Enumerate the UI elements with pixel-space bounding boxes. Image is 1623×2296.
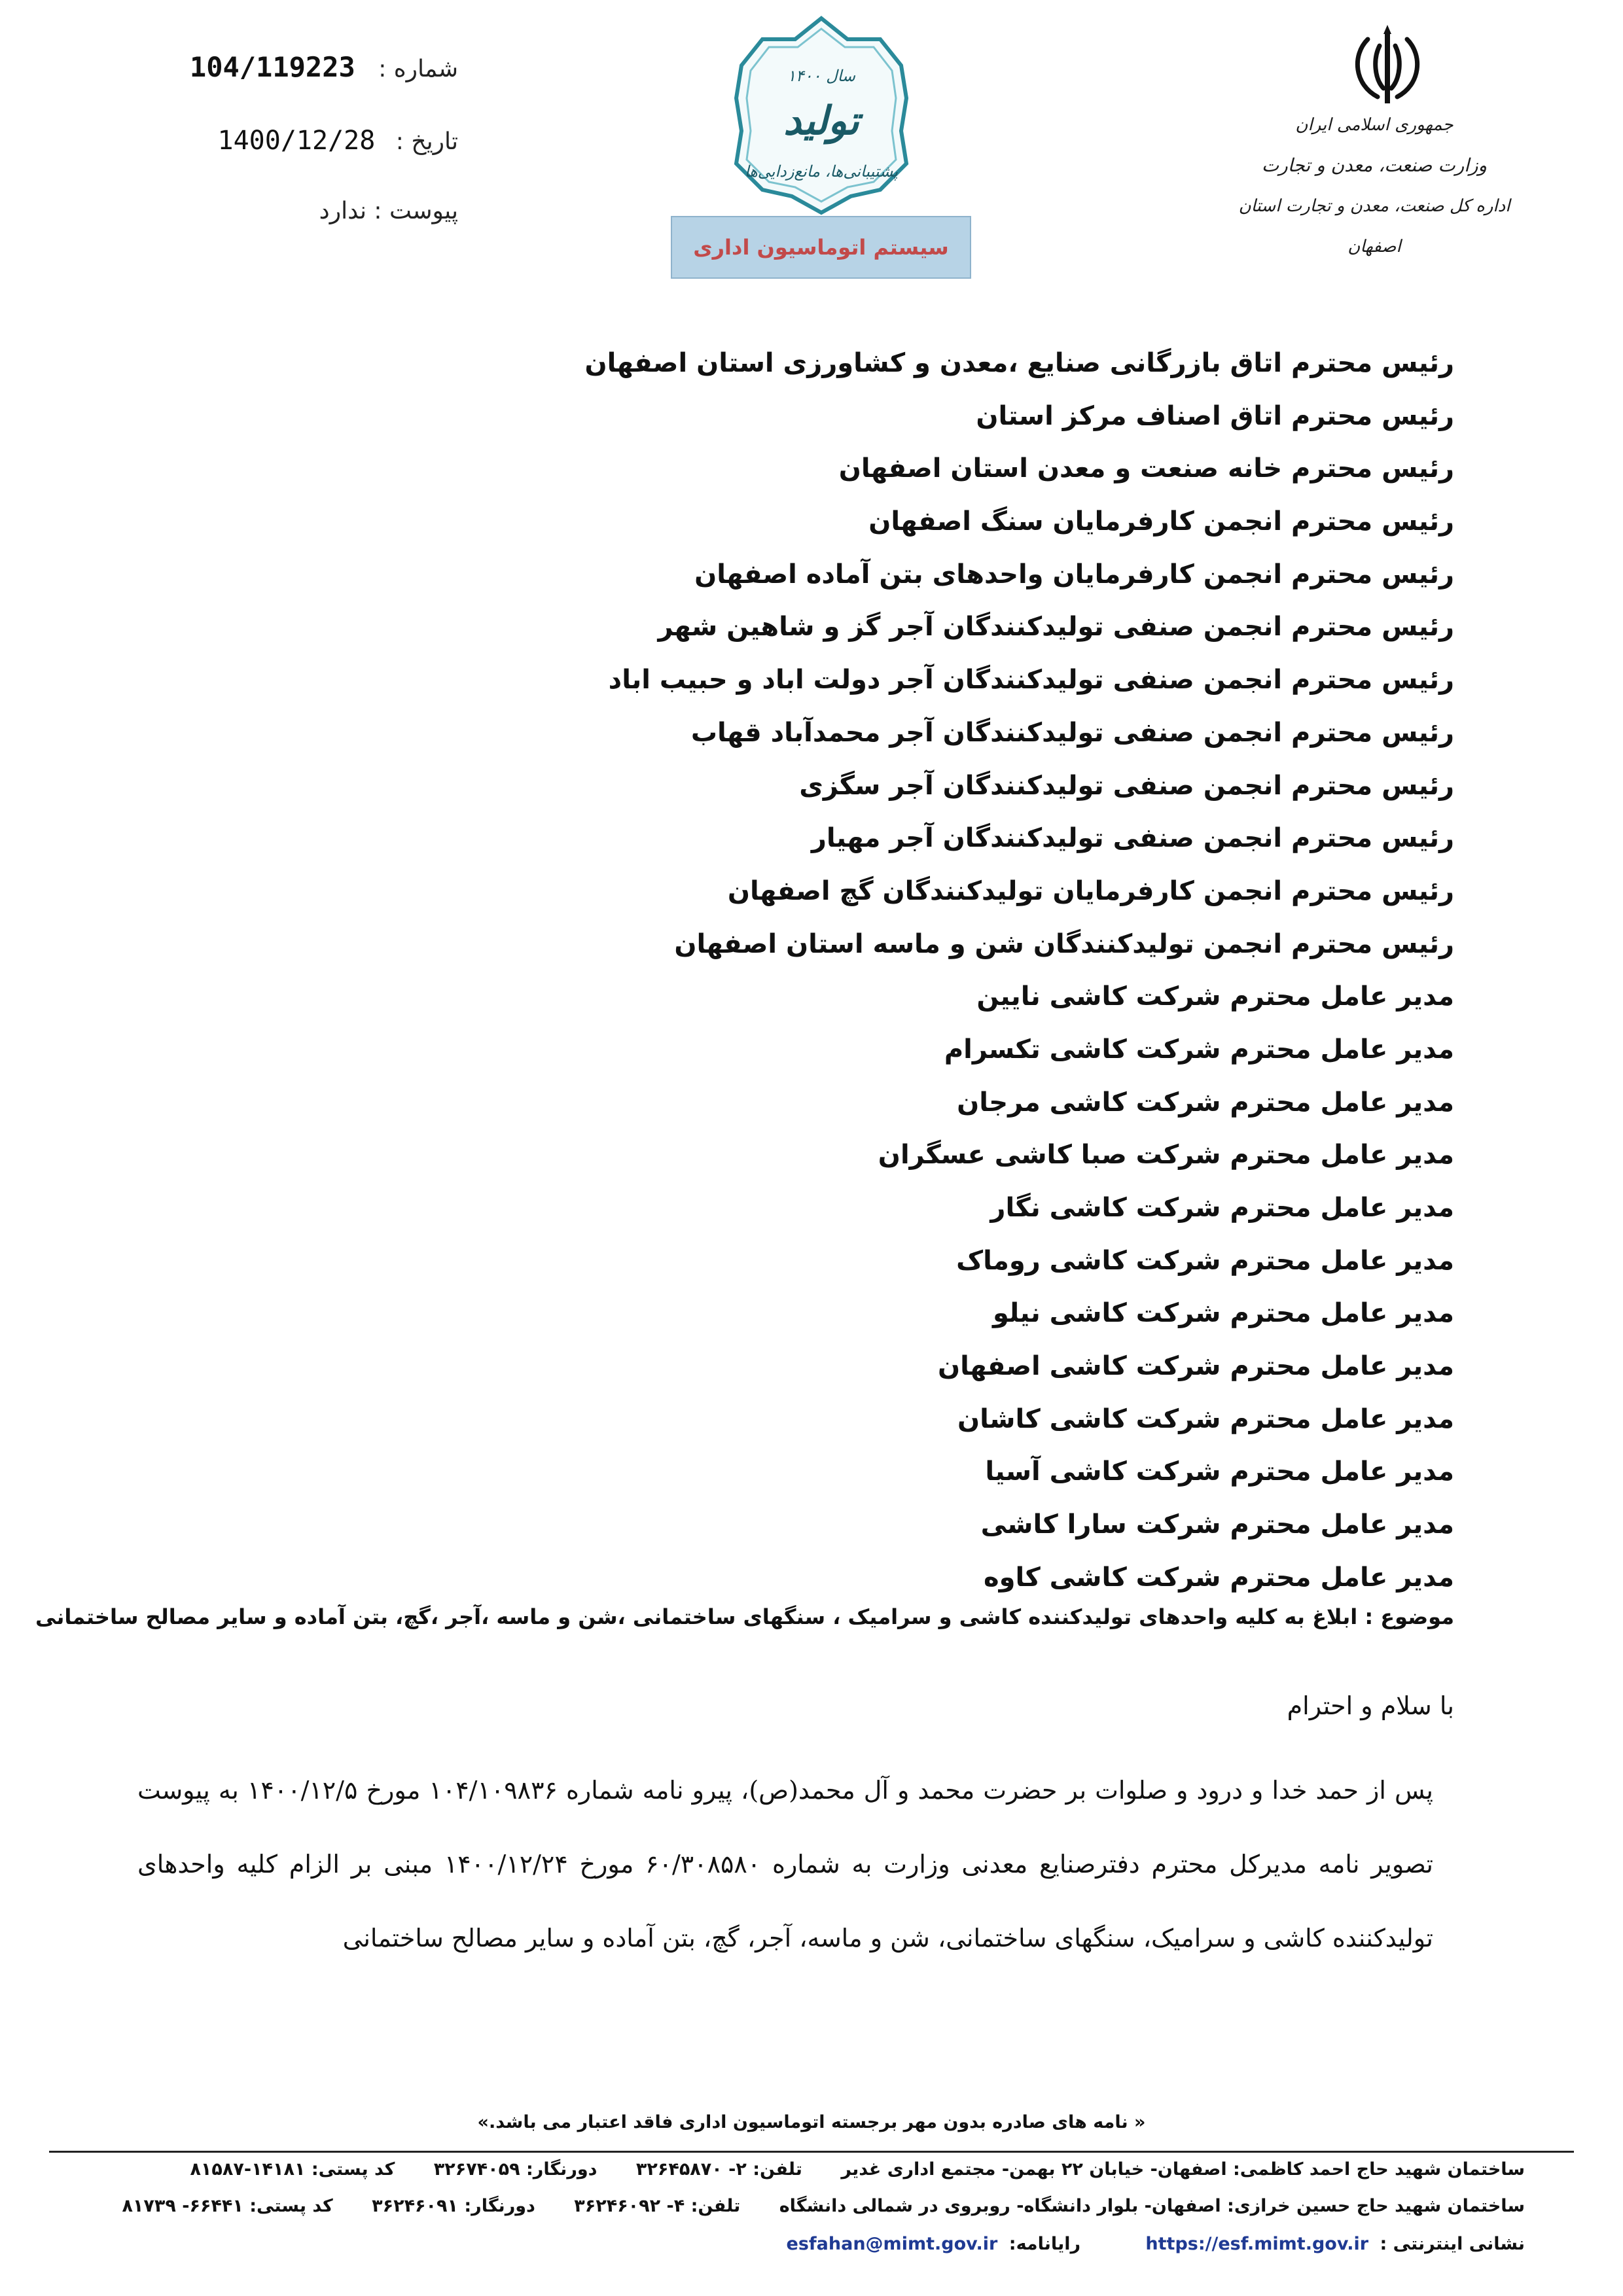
recipient: مدیر عامل محترم شرکت کاشی کاشان [957, 1404, 1454, 1434]
recipient: رئیس محترم انجمن کارفرمایان تولیدکنندگان گچ اصفهان [727, 875, 1454, 906]
recipient: مدیر عامل محترم شرکت کاشی نگار [990, 1193, 1454, 1223]
republic-name: جمهوری اسلامی ایران [1295, 115, 1454, 135]
recipient: مدیر عامل محترم شرکت صبا کاشی عسگران [878, 1140, 1454, 1171]
recipient: مدیر عامل محترم شرکت کاشی روماک [956, 1245, 1454, 1276]
date-label: تاریخ : [395, 128, 458, 155]
letter-subject: موضوع : ابلاغ به کلیه واحدهای تولیدکننده کاشی و سرامیک ، سنگهای ساختمانی ،شن و ماسه ،آجر ،گچ، بتن آماده و سایر مصالح ساختمانی [35, 1604, 1454, 1629]
iran-emblem-icon [1342, 20, 1433, 111]
badge-slogan: پشتیبانی‌ها، مانع‌زدایی‌ها [744, 162, 899, 181]
recipient: رئیس محترم اتاق اصناف مرکز استان [976, 400, 1454, 431]
email-link[interactable]: esfahan@mimt.gov.ir [786, 2234, 998, 2254]
address-kharazi-building [89, 2196, 1525, 2216]
letter-number [190, 51, 458, 83]
recipient: مدیر عامل محترم شرکت کاشی مرجان [957, 1087, 1454, 1118]
recipient: مدیر عامل محترم شرکت کاشی اصفهان [938, 1351, 1454, 1382]
recipient: مدیر عامل محترم شرکت کاشی آسیا [985, 1457, 1454, 1487]
contact-links [754, 2234, 1525, 2254]
badge-title: تولید [783, 98, 859, 144]
recipient: رئیس محترم انجمن صنفی تولیدکنندگان آجر گز و شاهین شهر [658, 612, 1454, 643]
postal-code: کد پستی: ۶۶۴۴۱- ۸۱۷۳۹ [122, 2196, 333, 2216]
recipient: مدیر عامل محترم شرکت کاشی نایین [976, 981, 1454, 1012]
recipient: رئیس محترم انجمن صنفی تولیدکنندگان آجر مهیار [811, 823, 1454, 854]
recipient: مدیر عامل محترم شرکت کاشی تکسرام [944, 1034, 1454, 1065]
recipient: مدیر عامل محترم شرکت سارا کاشی [980, 1510, 1454, 1540]
fax: دورنگار: ۳۶۲۴۶۰۹۱ [372, 2196, 535, 2216]
recipient: رئیس محترم انجمن صنفی تولیدکنندگان آجر دولت اباد و حبیب اباد [608, 665, 1454, 696]
production-year-badge [717, 13, 926, 222]
recipient: رئیس محترم اتاق بازرگانی صنایع ،معدن و کشاورزی استان اصفهان [584, 348, 1454, 378]
fax: دورنگار: ۳۲۶۷۴۰۵۹ [433, 2159, 597, 2180]
letter-body: پس از حمد خدا و درود و صلوات بر حضرت محمد و آل محمد(ص)، پیرو نامه شماره ۱۰۴/۱۰۹۸۳۶ مورخ ۱۴۰۰/۱۲/۵ به پیوست تصویر نامه مدیرکل محترم دفترصنایع معدنی وزارت به شماره ۶۰/۳۰۸۵۸۰ مورخ ۱۴۰۰/۱۲/۲۴ مبنی بر الزام کلیه واحدهای تولیدکننده کاشی و سرامیک، سنگهای ساختمانی، شن و ماسه، آجر، گچ، بتن آماده و سایر مصالح ساختمانی [137, 1776, 1433, 1952]
email-label: رایانامه: [1008, 2234, 1081, 2254]
recipient: مدیر عامل محترم شرکت کاشی کاوه [983, 1562, 1454, 1593]
phone: تلفن: ۲- ۳۲۶۴۵۸۷۰ [635, 2159, 802, 2180]
footer-divider [49, 2151, 1574, 2153]
address-text: ساختمان شهید حاج احمد کاظمی: اصفهان- خیابان ۲۲ بهمن- مجتمع اداری غدیر [841, 2159, 1525, 2180]
attachment-info: پیوست : ندارد [319, 198, 458, 224]
address-text: ساختمان شهید حاج حسین خرازی: اصفهان- بلوار دانشگاه- روبروی در شمالی دانشگاه [779, 2196, 1525, 2216]
badge-year: سال ۱۴۰۰ [787, 67, 856, 85]
footer-validity-note: « نامه های صادره بدون مهر برجسته اتوماسیون اداری فاقد اعتبار می باشد.» [477, 2112, 1146, 2132]
number-value: 104/119223 [189, 51, 355, 83]
recipient: رئیس محترم انجمن تولیدکنندگان شن و ماسه استان اصفهان [674, 928, 1454, 959]
recipient: رئیس محترم خانه صنعت و معدن استان اصفهان [838, 453, 1454, 484]
postal-code: کد پستی: ۱۴۱۸۱-۸۱۵۸۷ [190, 2159, 395, 2180]
date-value: 1400/12/28 [217, 126, 376, 156]
office-name: اداره کل صنعت، معدن و تجارت استان اصفهان [1238, 196, 1510, 256]
address-kazemi-building [157, 2159, 1525, 2180]
recipient: رئیس محترم انجمن کارفرمایان سنگ اصفهان [868, 506, 1454, 537]
recipient: رئیس محترم انجمن صنفی تولیدکنندگان آجر محمدآباد قهاب [690, 717, 1454, 748]
automation-system-label: سیستم اتوماسیون اداری [671, 216, 971, 279]
website-link[interactable]: https://esf.mimt.gov.ir [1145, 2234, 1369, 2254]
recipient-list [211, 337, 1454, 1604]
phone: تلفن: ۴- ۳۶۲۴۶۰۹۲ [574, 2196, 741, 2216]
ministry-block [1217, 105, 1531, 267]
greeting: با سلام و احترام [1287, 1691, 1454, 1720]
number-label: شماره : [378, 56, 458, 82]
website-label: نشانی اینترنتی : [1380, 2234, 1525, 2254]
letter-date [218, 126, 458, 156]
ministry-name: وزارت صنعت، معدن و تجارت [1261, 154, 1488, 176]
recipient: مدیر عامل محترم شرکت کاشی نیلو [993, 1298, 1454, 1329]
recipient: رئیس محترم انجمن کارفرمایان واحدهای بتن آماده اصفهان [694, 559, 1454, 590]
recipient: رئیس محترم انجمن صنفی تولیدکنندگان آجر سگزی [799, 770, 1454, 801]
